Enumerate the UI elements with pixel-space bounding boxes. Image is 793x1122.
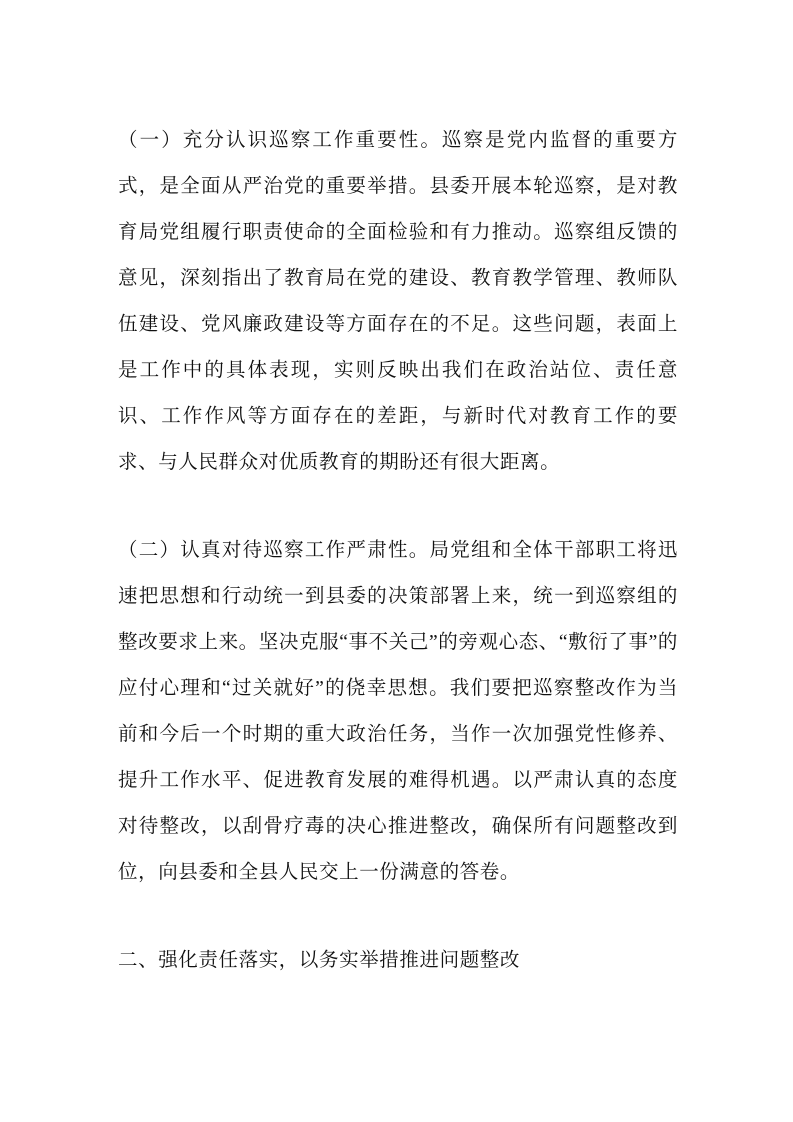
- paragraph-section-one-item-1: （一）充分认识巡察工作重要性。巡察是党内监督的重要方式，是全面从严治党的重要举措。县委开展本轮巡察，是对教育局党组履行职责使命的全面检验和有力推动。巡察组反馈的意见，深刻指出了教育局在党的建设、教育教学管理、教师队伍建设、党风廉政建设等方面存在的不足。这些问题，表面上是工作中的具体表现，实则反映出我们在政治站位、责任意识、工作作风等方面存在的差距，与新时代对教育工作的要求、与人民群众对优质教育的期盼还有很大距离。: [118, 130, 678, 473]
- heading-section-two: 二、强化责任落实，以务实举措推进问题整改: [118, 950, 521, 971]
- document-body: [118, 118, 678, 984]
- paragraph-section-one-item-2: （二）认真对待巡察工作严肃性。局党组和全体干部职工将迅速把思想和行动统一到县委的决策部署上来，统一到巡察组的整改要求上来。坚决克服“事不关己”的旁观心态、“敷衍了事”的应付心理和“过关就好”的侥幸思想。我们要把巡察整改作为当前和今后一个时期的重大政治任务，当作一次加强党性修养、提升工作水平、促进教育发展的难得机遇。以严肃认真的态度对待整改，以刮骨疗毒的决心推进整改，确保所有问题整改到位，向县委和全县人民交上一份满意的答卷。: [118, 540, 678, 883]
